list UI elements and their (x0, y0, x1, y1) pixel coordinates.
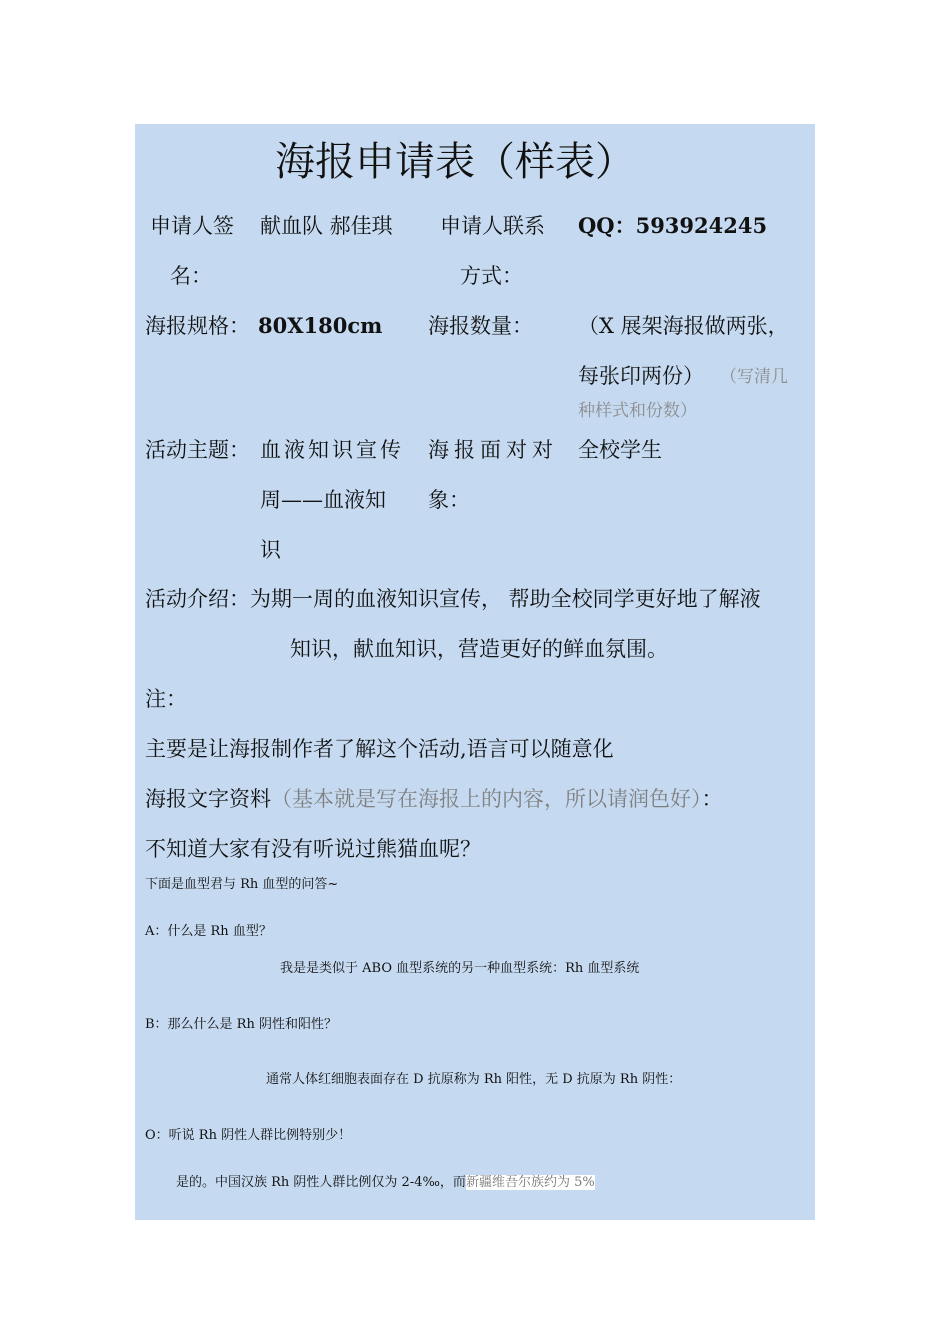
qa-answer-a: 我是是类似于 ABO 血型系统的另一种血型系统：Rh 血型系统 (280, 961, 640, 976)
qa-answer-o-highlight: 新疆维吾尔族约为 5% (465, 1175, 595, 1190)
contact-label-line1: 申请人联系 (440, 214, 545, 238)
qa-answer-o-text: 是的。中国汉族 Rh 阴性人群比例仅为 2-4‰，而 (176, 1175, 466, 1190)
quantity-hint-line1: （写清几 (720, 367, 788, 387)
spec-label: 海报规格： (145, 314, 250, 338)
poster-text-label: 海报文字资料 (145, 787, 271, 811)
audience-label-line2: 象： (428, 488, 470, 512)
intro-text-line2: 知识，献血知识，营造更好的鲜血氛围。 (290, 637, 668, 661)
quantity-label: 海报数量： (428, 314, 533, 338)
audience-value: 全校学生 (578, 438, 662, 462)
quantity-hint-line2: 种样式和份数） (578, 401, 697, 421)
intro-label: 活动介绍： (145, 587, 250, 611)
theme-value-line1: 血液知识宣传 (260, 438, 404, 462)
intro-text-line1: 为期一周的血液知识宣传， 帮助全校同学更好地了解液 (250, 587, 761, 611)
sign-value: 献血队 郝佳琪 (260, 214, 393, 238)
theme-value-line2: 周——血液知 (260, 488, 386, 512)
poster-text-hint: （基本就是写在海报上的内容，所以请润色好） (271, 787, 702, 811)
panda-blood-question: 不知道大家有没有听说过熊猫血呢？ (145, 837, 481, 861)
sign-label-line2: 名： (170, 264, 212, 288)
note-text: 主要是让海报制作者了解这个活动,语言可以随意化 (145, 737, 614, 761)
poster-text-colon: ： (701, 787, 723, 811)
qa-answer-b: 通常人体红细胞表面存在 D 抗原称为 Rh 阳性，无 D 抗原为 Rh 阴性： (266, 1072, 682, 1087)
page-title: 海报申请表（样表） (275, 139, 635, 185)
poster-text-line (145, 785, 723, 813)
theme-label: 活动主题： (145, 438, 250, 462)
qa-question-o: O：听说 Rh 阴性人群比例特别少！ (145, 1128, 352, 1143)
note-label: 注： (145, 687, 187, 711)
theme-value-line3: 识 (260, 538, 281, 562)
audience-label-line1: 海报面对对 (428, 438, 558, 462)
quantity-value-line1: （X 展架海报做两张， (578, 314, 789, 338)
contact-value: QQ：593924245 (578, 213, 768, 238)
sign-label-line1: 申请人签 (150, 214, 234, 238)
qa-question-a: A：什么是 Rh 血型？ (145, 924, 272, 939)
qa-question-b: B：那么什么是 Rh 阴性和阳性？ (145, 1017, 337, 1032)
qa-answer-o (176, 1174, 595, 1192)
quantity-value-line2: 每张印两份） (578, 364, 704, 388)
spec-value: 80X180cm (258, 313, 383, 338)
qa-intro: 下面是血型君与 Rh 血型的问答~ (145, 877, 339, 892)
contact-label-line2: 方式： (460, 264, 523, 288)
